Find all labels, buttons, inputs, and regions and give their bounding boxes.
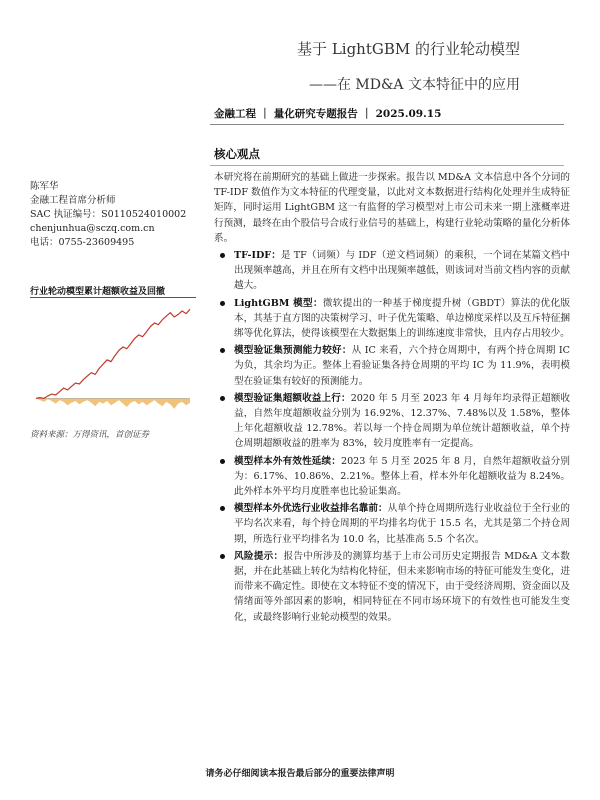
report-title: 基于 LightGBM 的行业轮动模型: [297, 40, 520, 58]
bullet-heading: 模型验证集超额收益上行：: [234, 392, 351, 404]
bullet-list: [214, 248, 570, 625]
analyst-phone: 电话：0755-23609495: [30, 237, 135, 248]
bullet-item: [214, 391, 570, 452]
bullet-dot-icon: [220, 506, 225, 511]
report-subtitle: ——在 MD&A 文本特征中的应用: [308, 77, 520, 93]
bullet-heading: TF-IDF：: [234, 250, 281, 262]
bullet-dot-icon: [220, 554, 225, 559]
chart-svg: [30, 299, 196, 419]
bullet-dot-icon: [220, 253, 225, 258]
bullet-heading: 风险提示：: [234, 550, 284, 562]
bullet-dot-icon: [220, 301, 225, 306]
bullet-heading: 模型样本外有效性延续：: [234, 455, 341, 467]
core-views-heading: 核心观点: [214, 147, 260, 161]
bullet-item: [214, 343, 570, 389]
bullet-heading: LightGBM 模型：: [234, 297, 323, 309]
core-divider: [210, 165, 564, 166]
analyst-name: 陈军华: [30, 181, 59, 192]
bullet-dot-icon: [220, 396, 225, 401]
report-meta: 金融工程 ｜ 量化研究专题报告 ｜ 2025.09.15: [214, 108, 442, 120]
chart-divider: [30, 297, 196, 298]
legal-footer: 请务必仔细阅读本报告最后部分的重要法律声明: [205, 769, 395, 779]
excess-return-chart: [30, 299, 196, 419]
cumulative-excess-line: [36, 309, 190, 398]
bullet-item: [214, 454, 570, 500]
bullet-item: [214, 549, 570, 625]
bullet-text: 2023 年 5 月至 2025 年 8 月，自然年超额收益分别为：6.17%、10.86%、2.21%。整体上看，样本外年化超额收益为 8.24%。此外样本外平均月度胜率也比验证集高。: [234, 455, 570, 498]
bullet-item: [214, 248, 570, 294]
chart-title: 行业轮动模型累计超额收益及回撤: [30, 287, 166, 297]
bullet-text: 报告中所涉及的测算均基于上市公司历史定期报告 MD&A 文本数据，并在此基础上转化为结构化特征，但未来影响市场的特征可能发生变化，进而带来不确定性。即使在文本特征不变的情况下，由于受经济周期、资金面以及情绪面等外部因素的影响，相同特征在不同市场环境下的有效性也可能发生变化，或最终影响行业轮动模型的效果。: [234, 550, 570, 623]
bullet-heading: 模型验证集预测能力较好：: [234, 345, 352, 357]
bullet-item: [214, 296, 570, 342]
bullet-heading: 模型样本外优选行业收益排名靠前：: [234, 503, 388, 515]
bullet-dot-icon: [220, 348, 225, 353]
core-views-body: [214, 170, 570, 625]
header-divider: [210, 124, 564, 125]
bullet-text: 是 TF（词频）与 IDF（逆文档词频）的乘积，一个词在某篇文档中出现频率越高，并且在所有文档中出现频率越低，则该词对当前文档内容的贡献越大。: [234, 250, 571, 292]
analyst-license: SAC 执证编号：S0110524010002: [30, 209, 187, 220]
analyst-role: 金融工程首席分析师: [30, 195, 116, 206]
intro-paragraph: 本研究将在前期研究的基础上做进一步探索。报告以 MD&A 文本信息中各个分词的 TF-IDF 数值作为文本特征的代理变量，以此对文本数据进行结构化处理并生成特征矩阵，同时运用 LightGBM 这一有监督的学习模型对上市公司未来一期上涨概率进行预测，最终在由个股信号合成行业信号的基础上，构建行业轮动策略的量化分析体系。: [214, 172, 570, 244]
analyst-email[interactable]: chenjunhua@sczq.com.cn: [30, 223, 155, 234]
analyst-info: [30, 180, 200, 250]
drawdown-area: [36, 398, 190, 408]
bullet-dot-icon: [220, 459, 225, 464]
bullet-text: 2020 年 5 月至 2023 年 4 月每年均录得正超额收益，自然年度超额收益分别为 16.92%、12.37%、7.48%以及 1.58%，整体上年化超额收益 12.78%。若以每一个持仓周期为单位统计超额收益，单个持仓周期超额收益的胜率为 83%，较月度胜率有一定提高。: [234, 392, 571, 450]
bullet-text: 从单个持仓周期所选行业收益位于全行业的平均名次来看，每个持仓周期的平均排名均优于 15.5 名，尤其是第二个持仓周期，所选行业平均排名为 10.0 名，比基准高 5.5 个名次。: [234, 503, 571, 545]
bullet-item: [214, 501, 570, 547]
bullet-text: 从 IC 来看，六个持仓周期中，有两个持仓周期 IC 为负，其余均为正。整体上看验证集各持仓周期的平均 IC 为 11.9%，表明模型在验证集有较好的预测能力。: [234, 345, 570, 387]
chart-source: 资料来源：万得资讯，首创证券: [30, 430, 150, 440]
bullet-text: 微软提出的一种基于梯度提升树（GBDT）算法的优化版本，其基于直方图的决策树学习、叶子优先策略、单边梯度采样以及互斥特征捆绑等优化算法，使得该模型在大数据集上的训练速度非常快，且内存占用较少。: [234, 297, 570, 340]
